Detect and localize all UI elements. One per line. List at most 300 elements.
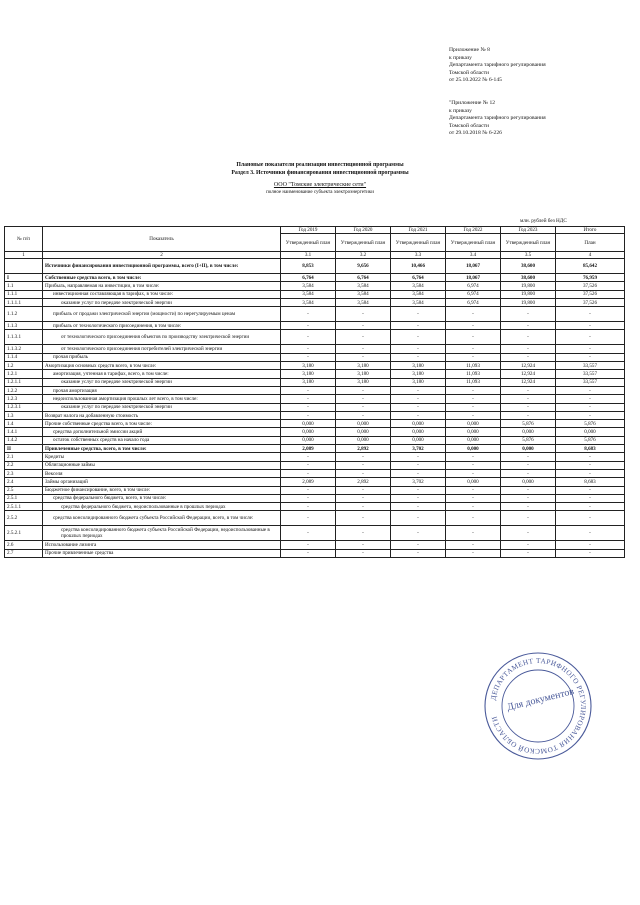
row-indicator: оказание услуг по передаче электрической энергии xyxy=(43,298,281,306)
table-row xyxy=(5,503,625,511)
table-row xyxy=(5,282,625,290)
row-total-value: 8,683 xyxy=(556,478,625,486)
row-total-value: 37,526 xyxy=(556,282,625,290)
row-year-value: 12,924 xyxy=(501,370,556,378)
row-year-value: 3,180 xyxy=(336,378,391,386)
row-year-value: - xyxy=(391,486,446,494)
row-year-value: 2,089 xyxy=(281,478,336,486)
row-year-value: - xyxy=(501,322,556,330)
document-title xyxy=(0,162,640,177)
row-year-value: 8,853 xyxy=(281,259,336,274)
column-index: 3.4 xyxy=(446,252,501,259)
row-year-value: 18,067 xyxy=(446,259,501,274)
row-year-value: - xyxy=(446,461,501,469)
row-indicator: оказание услуг по передаче электрической энергии xyxy=(43,403,281,411)
row-total-value: - xyxy=(556,345,625,353)
row-year-value: 3,180 xyxy=(281,378,336,386)
header-line: к приказу xyxy=(449,107,472,114)
row-total-value: 33,557 xyxy=(556,362,625,370)
row-year-value: 3,180 xyxy=(336,370,391,378)
units-label: млн. рублей без НДС xyxy=(520,218,567,224)
row-total-value: 0,000 xyxy=(556,428,625,436)
row-number: 2.6 xyxy=(5,541,43,549)
row-year-value: - xyxy=(501,503,556,511)
row-year-value: - xyxy=(446,503,501,511)
row-total-value: 37,526 xyxy=(556,290,625,298)
header-plan: План xyxy=(556,234,625,252)
row-total-value: - xyxy=(556,461,625,469)
row-year-value: - xyxy=(391,526,446,541)
row-year-value: - xyxy=(446,307,501,322)
row-indicator: от технологического присоединения потребителей электрической энергии xyxy=(43,345,281,353)
table-row xyxy=(5,259,625,274)
row-indicator: Источники финансирования инвестиционной программы, всего (I+II), в том числе: xyxy=(43,259,281,274)
row-year-value: - xyxy=(501,411,556,419)
row-year-value: - xyxy=(391,503,446,511)
row-year-value: 5,876 xyxy=(501,420,556,428)
row-year-value: 6,974 xyxy=(446,290,501,298)
row-total-value: - xyxy=(556,486,625,494)
row-year-value: 3,584 xyxy=(391,282,446,290)
row-year-value: 2,089 xyxy=(281,445,336,453)
header-year: Год 2023 xyxy=(501,227,556,234)
table-row xyxy=(5,378,625,386)
row-number: 2.1 xyxy=(5,453,43,461)
row-year-value: 3,702 xyxy=(391,445,446,453)
row-year-value: 6,764 xyxy=(281,274,336,282)
row-year-value: - xyxy=(446,395,501,403)
row-year-value: - xyxy=(336,322,391,330)
row-year-value: 6,974 xyxy=(446,298,501,306)
row-total-value: - xyxy=(556,511,625,526)
row-year-value: 3,584 xyxy=(281,282,336,290)
row-indicator: амортизация, учтенная в тарифах, всего, в том числе: xyxy=(43,370,281,378)
stamp-center-line: Для документов xyxy=(505,686,576,714)
row-number: 1.2.2 xyxy=(5,386,43,394)
table-row xyxy=(5,511,625,526)
header-indicator: Показатель xyxy=(43,227,281,252)
row-year-value: - xyxy=(446,353,501,361)
row-year-value: 19,800 xyxy=(501,298,556,306)
row-total-value: - xyxy=(556,403,625,411)
title-line-1: Плановые показатели реализации инвестиционной программы xyxy=(236,162,404,168)
row-total-value: - xyxy=(556,469,625,477)
row-year-value: - xyxy=(336,549,391,557)
row-total-value: - xyxy=(556,353,625,361)
row-indicator: недоиспользованная амортизация прошлых лет всего, в том числе: xyxy=(43,395,281,403)
row-number: 1.1 xyxy=(5,282,43,290)
row-year-value: - xyxy=(446,549,501,557)
table-row xyxy=(5,403,625,411)
row-year-value: - xyxy=(501,461,556,469)
row-year-value: 0,000 xyxy=(336,420,391,428)
row-number: 1.1.3.1 xyxy=(5,330,43,345)
row-year-value: 0,000 xyxy=(336,428,391,436)
row-year-value: - xyxy=(446,403,501,411)
table-row xyxy=(5,395,625,403)
row-year-value: - xyxy=(391,330,446,345)
row-year-value: - xyxy=(501,307,556,322)
row-year-value: 3,180 xyxy=(281,362,336,370)
row-year-value: - xyxy=(501,395,556,403)
row-year-value: 0,000 xyxy=(281,436,336,444)
row-year-value: - xyxy=(501,486,556,494)
row-total-value: - xyxy=(556,411,625,419)
header-num: № п/п xyxy=(5,227,43,252)
row-year-value: - xyxy=(281,453,336,461)
row-year-value: - xyxy=(446,541,501,549)
header-line: Томской области xyxy=(449,69,490,76)
table-row xyxy=(5,345,625,353)
row-total-value: - xyxy=(556,526,625,541)
row-year-value: - xyxy=(391,461,446,469)
row-year-value: - xyxy=(446,330,501,345)
row-total-value: - xyxy=(556,503,625,511)
table-row xyxy=(5,486,625,494)
row-total-value: 33,557 xyxy=(556,370,625,378)
row-year-value: - xyxy=(391,386,446,394)
stamp-center-text xyxy=(506,686,576,713)
row-number: 2.7 xyxy=(5,549,43,557)
row-year-value: - xyxy=(281,461,336,469)
row-year-value: 0,000 xyxy=(501,478,556,486)
row-year-value: - xyxy=(391,494,446,502)
column-index: 3.2 xyxy=(336,252,391,259)
row-year-value: 3,584 xyxy=(281,290,336,298)
row-year-value: 5,876 xyxy=(501,436,556,444)
row-number: 2.5.2.1 xyxy=(5,526,43,541)
row-number: 1.1.1 xyxy=(5,290,43,298)
row-year-value: - xyxy=(501,353,556,361)
row-year-value: 3,180 xyxy=(391,370,446,378)
row-year-value: 3,584 xyxy=(391,298,446,306)
table-row xyxy=(5,445,625,453)
row-year-value: - xyxy=(336,511,391,526)
row-indicator: Возврат налога на добавленную стоимость xyxy=(43,411,281,419)
row-year-value: - xyxy=(281,386,336,394)
row-year-value: 0,000 xyxy=(391,428,446,436)
row-year-value: - xyxy=(391,353,446,361)
row-number: 1.2.3 xyxy=(5,395,43,403)
table-row xyxy=(5,322,625,330)
header-plan: Утвержденный план xyxy=(501,234,556,252)
row-year-value: - xyxy=(391,395,446,403)
row-year-value: - xyxy=(281,526,336,541)
row-number: 2.5.2 xyxy=(5,511,43,526)
row-year-value: 0,000 xyxy=(446,428,501,436)
row-year-value: 2,892 xyxy=(336,445,391,453)
row-year-value: 19,800 xyxy=(501,282,556,290)
row-number: 1.3 xyxy=(5,411,43,419)
row-indicator: остаток собственных средств на начало года xyxy=(43,436,281,444)
row-year-value: 38,600 xyxy=(501,274,556,282)
table-row xyxy=(5,420,625,428)
row-year-value: - xyxy=(281,345,336,353)
row-year-value: 0,000 xyxy=(446,420,501,428)
row-year-value: 0,000 xyxy=(391,436,446,444)
row-year-value: - xyxy=(391,469,446,477)
column-index: 1 xyxy=(5,252,43,259)
row-year-value: - xyxy=(281,486,336,494)
row-year-value: - xyxy=(446,494,501,502)
row-indicator: прочая прибыль xyxy=(43,353,281,361)
row-year-value: 0,000 xyxy=(446,445,501,453)
table-row xyxy=(5,526,625,541)
row-year-value: - xyxy=(336,395,391,403)
row-year-value: - xyxy=(281,322,336,330)
row-year-value: - xyxy=(501,386,556,394)
appendix-header-current xyxy=(449,47,546,85)
row-number xyxy=(5,259,43,274)
row-year-value: 3,584 xyxy=(336,282,391,290)
header-year: Год 2019 xyxy=(281,227,336,234)
row-indicator: Использование лизинга xyxy=(43,541,281,549)
row-number: 1.2.3.1 xyxy=(5,403,43,411)
table-row xyxy=(5,290,625,298)
stamp-ring-textpath: ДЕПАРТАМЕНТ ТАРИФНОГО РЕГУЛИРОВАНИЯ ТОМСКОЙ ОБЛАСТИ xyxy=(489,656,588,756)
row-year-value: - xyxy=(501,330,556,345)
header-plan: Утвержденный план xyxy=(391,234,446,252)
row-indicator: Займы организаций xyxy=(43,478,281,486)
table-row xyxy=(5,478,625,486)
row-number: 1.1.3 xyxy=(5,322,43,330)
row-total-value: - xyxy=(556,386,625,394)
table-row xyxy=(5,298,625,306)
row-year-value: - xyxy=(281,353,336,361)
header-line: от 25.10.2022 № 6-145 xyxy=(449,77,502,84)
row-indicator: Привлеченные средства, всего, в том числе: xyxy=(43,445,281,453)
row-indicator: Бюджетное финансирование, всего, в том числе: xyxy=(43,486,281,494)
organization-caption: полное наименование субъекта электроэнергетики xyxy=(266,190,374,195)
row-indicator: прибыль от технологического присоединения, в том числе: xyxy=(43,322,281,330)
row-year-value: 2,892 xyxy=(336,478,391,486)
table-row xyxy=(5,469,625,477)
row-year-value: - xyxy=(501,469,556,477)
row-total-value: - xyxy=(556,322,625,330)
row-indicator: средства федерального бюджета, всего, в том числе: xyxy=(43,494,281,502)
row-year-value: 3,584 xyxy=(336,290,391,298)
row-year-value: - xyxy=(336,469,391,477)
header-plan: Утвержденный план xyxy=(336,234,391,252)
row-year-value: - xyxy=(336,461,391,469)
table-row xyxy=(5,274,625,282)
table-row xyxy=(5,353,625,361)
row-year-value: - xyxy=(446,322,501,330)
row-year-value: - xyxy=(336,453,391,461)
row-indicator: средства консолидированного бюджета субъекта Российской Федерации, недоиспользованные в прошлых периодах xyxy=(43,526,281,541)
row-year-value: - xyxy=(336,526,391,541)
table-row xyxy=(5,428,625,436)
row-indicator: инвестиционная составляющая в тарифах, в том числе: xyxy=(43,290,281,298)
organization-block xyxy=(0,181,640,196)
header-line: к приказу xyxy=(449,54,472,61)
row-total-value: 37,526 xyxy=(556,298,625,306)
row-total-value: 85,642 xyxy=(556,259,625,274)
row-year-value: 6,974 xyxy=(446,282,501,290)
row-year-value: - xyxy=(446,469,501,477)
row-year-value: 0,000 xyxy=(391,420,446,428)
row-year-value: - xyxy=(336,353,391,361)
row-number: II xyxy=(5,445,43,453)
row-indicator: средства консолидированного бюджета субъекта Российской Федерации, всего, в том числе: xyxy=(43,511,281,526)
row-number: 1.2.1 xyxy=(5,370,43,378)
column-index: 3.3 xyxy=(391,252,446,259)
row-year-value: 3,702 xyxy=(391,478,446,486)
stamp-ring-text xyxy=(489,657,587,755)
row-year-value: 19,800 xyxy=(501,290,556,298)
appendix-header-previous xyxy=(449,100,546,138)
row-year-value: 18,067 xyxy=(446,274,501,282)
table-row xyxy=(5,461,625,469)
row-number: 1.2.1.1 xyxy=(5,378,43,386)
row-year-value: 11,093 xyxy=(446,370,501,378)
row-year-value: 0,000 xyxy=(501,445,556,453)
row-year-value: - xyxy=(281,503,336,511)
row-year-value: - xyxy=(281,307,336,322)
row-indicator: средства дополнительной эмиссии акций xyxy=(43,428,281,436)
row-number: 2.3 xyxy=(5,469,43,477)
row-number: 1.1.4 xyxy=(5,353,43,361)
row-year-value: - xyxy=(281,511,336,526)
row-total-value: - xyxy=(556,549,625,557)
row-year-value: 6,764 xyxy=(336,274,391,282)
table-row xyxy=(5,453,625,461)
row-year-value: - xyxy=(501,526,556,541)
header-year: Год 2022 xyxy=(446,227,501,234)
row-year-value: 10,466 xyxy=(391,259,446,274)
row-indicator: Собственные средства всего, в том числе: xyxy=(43,274,281,282)
row-number: 1.1.3.2 xyxy=(5,345,43,353)
row-year-value: - xyxy=(281,403,336,411)
row-year-value: - xyxy=(391,453,446,461)
row-year-value: 3,180 xyxy=(391,378,446,386)
row-year-value: - xyxy=(391,322,446,330)
row-indicator: Прочие привлеченные средства xyxy=(43,549,281,557)
row-year-value: - xyxy=(391,307,446,322)
row-number: 1.1.2 xyxy=(5,307,43,322)
row-year-value: - xyxy=(281,494,336,502)
row-year-value: 0,000 xyxy=(336,436,391,444)
row-year-value: - xyxy=(501,494,556,502)
row-total-value: 5,876 xyxy=(556,436,625,444)
row-year-value: - xyxy=(336,345,391,353)
row-year-value: - xyxy=(336,386,391,394)
table-row xyxy=(5,494,625,502)
row-year-value: 3,584 xyxy=(336,298,391,306)
row-total-value: 8,683 xyxy=(556,445,625,453)
header-line: Томской области xyxy=(449,122,490,129)
table-row xyxy=(5,436,625,444)
row-year-value: 12,924 xyxy=(501,378,556,386)
row-year-value: - xyxy=(281,411,336,419)
column-index: 3.1 xyxy=(281,252,336,259)
row-indicator: Кредиты xyxy=(43,453,281,461)
table-row xyxy=(5,549,625,557)
row-year-value: - xyxy=(446,411,501,419)
row-total-value: - xyxy=(556,330,625,345)
row-year-value: 6,764 xyxy=(391,274,446,282)
row-year-value: 3,584 xyxy=(281,298,336,306)
row-indicator: средства федерального бюджета, недоиспользованные в прошлых периодах xyxy=(43,503,281,511)
row-year-value: - xyxy=(501,541,556,549)
row-number: 2.2 xyxy=(5,461,43,469)
row-year-value: - xyxy=(336,541,391,549)
row-number: 2.5 xyxy=(5,486,43,494)
row-year-value: 11,093 xyxy=(446,378,501,386)
row-year-value: - xyxy=(501,511,556,526)
row-indicator: прочая амортизация xyxy=(43,386,281,394)
row-year-value: 3,180 xyxy=(336,362,391,370)
financing-table xyxy=(4,226,625,558)
row-year-value: - xyxy=(391,411,446,419)
row-indicator: Векселя xyxy=(43,469,281,477)
table-row xyxy=(5,307,625,322)
column-index: 4 xyxy=(556,252,625,259)
header-year: Год 2020 xyxy=(336,227,391,234)
row-indicator: Прибыль, направляемая на инвестиции, в том числе: xyxy=(43,282,281,290)
row-indicator: Облигационные займы xyxy=(43,461,281,469)
row-number: I xyxy=(5,274,43,282)
row-year-value: - xyxy=(281,541,336,549)
row-year-value: - xyxy=(336,403,391,411)
row-year-value: 9,656 xyxy=(336,259,391,274)
table-row xyxy=(5,370,625,378)
row-year-value: - xyxy=(281,549,336,557)
row-year-value: - xyxy=(336,307,391,322)
header-line: от 29.10.2018 № 6-226 xyxy=(449,130,502,137)
row-year-value: 11,093 xyxy=(446,362,501,370)
row-year-value: - xyxy=(501,403,556,411)
header-plan: Утвержденный план xyxy=(446,234,501,252)
row-number: 1.4.2 xyxy=(5,436,43,444)
row-total-value: - xyxy=(556,307,625,322)
row-total-value: 33,557 xyxy=(556,378,625,386)
row-year-value: - xyxy=(336,503,391,511)
row-year-value: - xyxy=(391,549,446,557)
header-total: Итого xyxy=(556,227,625,234)
table-row xyxy=(5,386,625,394)
row-year-value: - xyxy=(501,549,556,557)
header-line: "Приложение № 12 xyxy=(449,100,496,106)
row-total-value: - xyxy=(556,494,625,502)
row-indicator: оказание услуг по передаче электрической энергии xyxy=(43,378,281,386)
row-year-value: - xyxy=(501,345,556,353)
department-stamp xyxy=(482,650,594,762)
row-year-value: - xyxy=(446,386,501,394)
row-total-value: - xyxy=(556,453,625,461)
row-year-value: 0,000 xyxy=(446,436,501,444)
row-year-value: 3,584 xyxy=(391,290,446,298)
row-indicator: от технологического присоединения объектов по производству электрической энергии xyxy=(43,330,281,345)
row-year-value: - xyxy=(446,486,501,494)
stamp-outer-ring xyxy=(485,653,591,759)
column-index: 2 xyxy=(43,252,281,259)
row-year-value: - xyxy=(281,330,336,345)
row-total-value: - xyxy=(556,395,625,403)
row-year-value: - xyxy=(446,453,501,461)
row-year-value: 38,600 xyxy=(501,259,556,274)
table-body xyxy=(5,259,625,558)
table-row xyxy=(5,362,625,370)
row-year-value: 0,000 xyxy=(281,428,336,436)
row-indicator: Амортизация основных средств всего, в том числе: xyxy=(43,362,281,370)
row-year-value: - xyxy=(391,541,446,549)
row-number: 1.2 xyxy=(5,362,43,370)
row-year-value: - xyxy=(501,453,556,461)
row-year-value: 3,180 xyxy=(281,370,336,378)
header-line: Департамента тарифного регулирования xyxy=(449,62,546,69)
row-total-value: 5,876 xyxy=(556,420,625,428)
